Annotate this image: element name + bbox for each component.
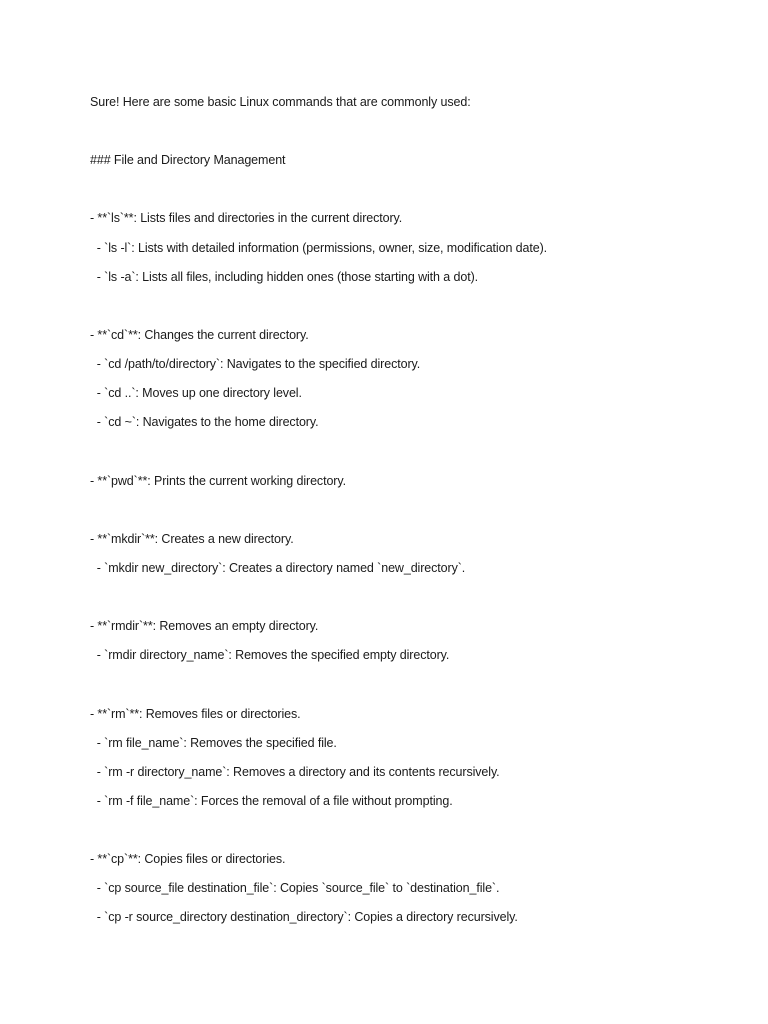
list-subitem: - `rmdir directory_name`: Removes the specified empty directory. xyxy=(90,648,450,662)
list-subitem: - `rm -r directory_name`: Removes a directory and its contents recursively. xyxy=(90,765,500,779)
list-subitem: - `ls -l`: Lists with detailed information (permissions, owner, size, modification date). xyxy=(90,241,548,255)
list-subitem: - `cp source_file destination_file`: Copies `source_file` to `destination_file`. xyxy=(90,881,500,895)
list-item: - **`cd`**: Changes the current directory. xyxy=(90,328,309,342)
list-subitem: - `cp -r source_directory destination_directory`: Copies a directory recursively. xyxy=(90,910,518,924)
list-item: - **`rmdir`**: Removes an empty directory. xyxy=(90,619,319,633)
section-heading: ### File and Directory Management xyxy=(90,153,286,167)
list-subitem: - `cd ..`: Moves up one directory level. xyxy=(90,386,302,400)
list-subitem: - `cd ~`: Navigates to the home directory. xyxy=(90,415,319,429)
list-item: - **`mkdir`**: Creates a new directory. xyxy=(90,532,294,546)
list-item: - **`pwd`**: Prints the current working directory. xyxy=(90,474,346,488)
intro-text: Sure! Here are some basic Linux commands that are commonly used: xyxy=(90,95,471,109)
list-subitem: - `cd /path/to/directory`: Navigates to the specified directory. xyxy=(90,357,421,371)
list-subitem: - `rm file_name`: Removes the specified file. xyxy=(90,736,337,750)
list-subitem: - `mkdir new_directory`: Creates a directory named `new_directory`. xyxy=(90,561,466,575)
list-item: - **`ls`**: Lists files and directories in the current directory. xyxy=(90,211,403,225)
list-item: - **`rm`**: Removes files or directories. xyxy=(90,707,301,721)
list-subitem: - `rm -f file_name`: Forces the removal of a file without prompting. xyxy=(90,794,453,808)
list-subitem: - `ls -a`: Lists all files, including hidden ones (those starting with a dot). xyxy=(90,270,479,284)
list-item: - **`cp`**: Copies files or directories. xyxy=(90,852,286,866)
